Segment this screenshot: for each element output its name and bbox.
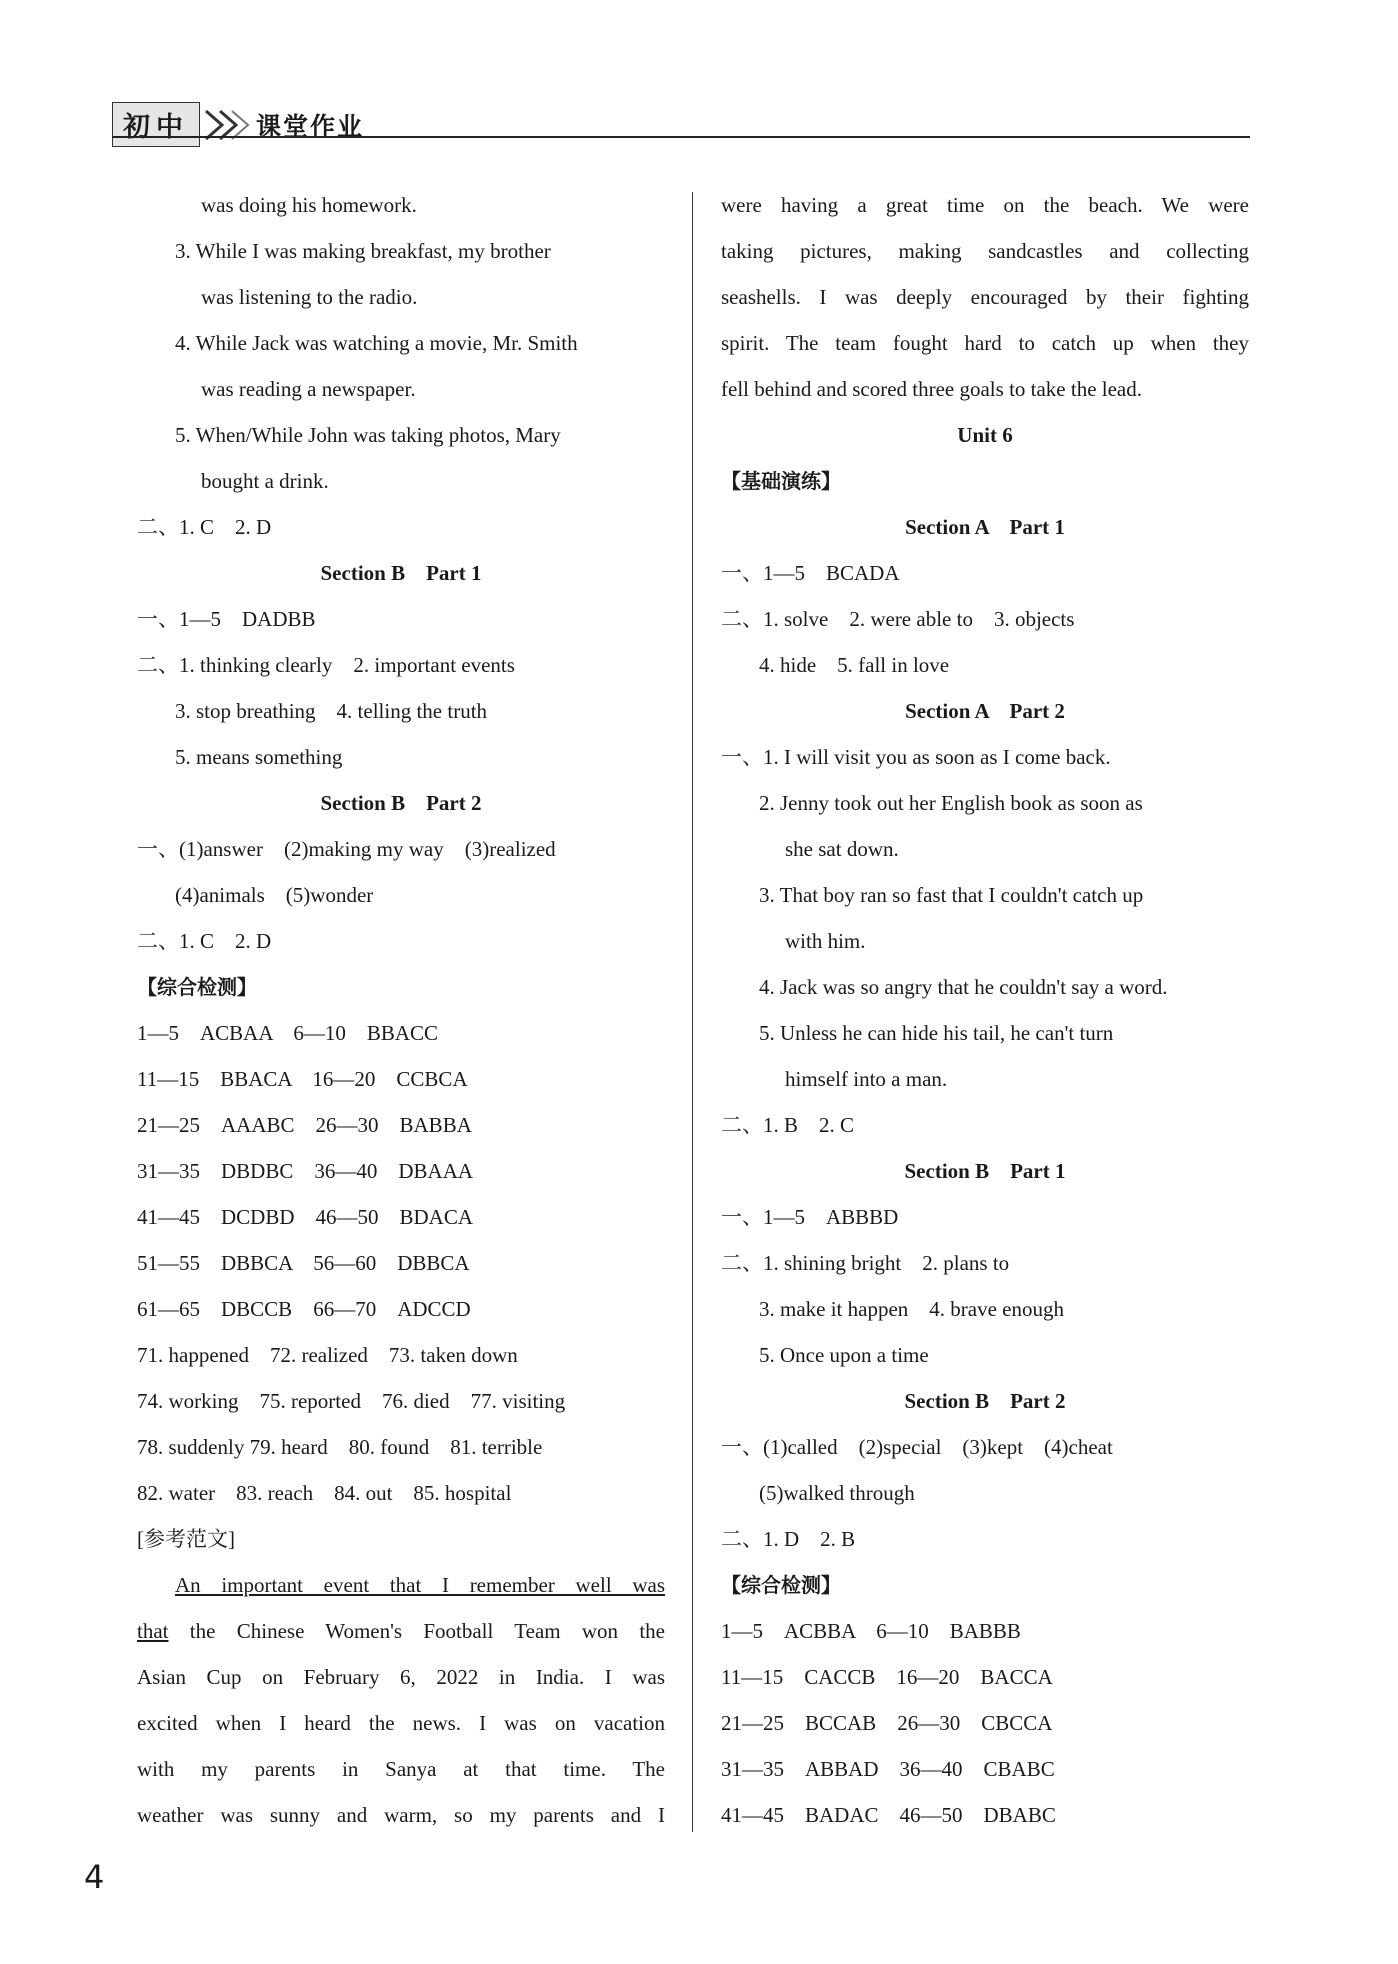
answer-line: 5. Unless he can hide his tail, he can't turn bbox=[759, 1021, 1114, 1045]
answer-line: 一、1—5 DADBB bbox=[137, 607, 316, 631]
answer-line: 5. means something bbox=[175, 745, 343, 769]
answer-line: 一、1—5 BCADA bbox=[721, 561, 900, 585]
essay-label: [参考范文] bbox=[137, 1527, 235, 1551]
answer-line: 一、(1)called (2)special (3)kept (4)cheat bbox=[721, 1435, 1113, 1459]
essay-line: excited when I heard the news. I was on vacation bbox=[137, 1711, 665, 1735]
answer-line: with him. bbox=[785, 929, 866, 953]
header-brand bbox=[112, 102, 364, 147]
answer-line: 21—25 BCCAB 26—30 CBCCA bbox=[721, 1711, 1053, 1735]
essay-line bbox=[137, 1608, 665, 1654]
answer-line: 一、1—5 ABBBD bbox=[721, 1205, 899, 1229]
answer-line: was reading a newspaper. bbox=[201, 377, 416, 401]
underlined-text: that bbox=[137, 1619, 169, 1643]
left-column bbox=[137, 182, 665, 1838]
answer-line: bought a drink. bbox=[201, 469, 329, 493]
essay-text: the Chinese Women's Football Team won the bbox=[168, 1619, 665, 1643]
header-rule bbox=[112, 136, 1250, 138]
essay-line: with my parents in Sanya at that time. The bbox=[137, 1757, 665, 1781]
section-heading: Section A Part 1 bbox=[905, 515, 1065, 539]
answer-line: himself into a man. bbox=[785, 1067, 948, 1091]
unit-heading: Unit 6 bbox=[957, 423, 1013, 447]
section-heading: Section B Part 2 bbox=[904, 1389, 1066, 1413]
essay-line: seashells. I was deeply encouraged by their fighting bbox=[721, 285, 1249, 309]
section-heading: Section B Part 2 bbox=[320, 791, 482, 815]
answer-line: 71. happened 72. realized 73. taken down bbox=[137, 1343, 518, 1367]
answer-line: 21—25 AAABC 26—30 BABBA bbox=[137, 1113, 472, 1137]
answer-line: 二、1. solve 2. were able to 3. objects bbox=[721, 607, 1075, 631]
essay-line: weather was sunny and warm, so my parents and I bbox=[137, 1803, 665, 1827]
essay-line: taking pictures, making sandcastles and collecting bbox=[721, 239, 1249, 263]
answer-line: 3. While I was making breakfast, my brother bbox=[175, 239, 551, 263]
answer-line: 51—55 DBBCA 56—60 DBBCA bbox=[137, 1251, 470, 1275]
section-heading: Section A Part 2 bbox=[905, 699, 1065, 723]
essay-line: fell behind and scored three goals to take the lead. bbox=[721, 377, 1143, 401]
answer-line: 4. hide 5. fall in love bbox=[759, 653, 950, 677]
essay-line: Asian Cup on February 6, 2022 in India. I was bbox=[137, 1665, 665, 1689]
answer-line: 3. That boy ran so fast that I couldn't catch up bbox=[759, 883, 1144, 907]
answer-line: 二、1. thinking clearly 2. important events bbox=[137, 653, 515, 677]
answer-line: 一、(1)answer (2)making my way (3)realized bbox=[137, 837, 556, 861]
answer-line: 74. working 75. reported 76. died 77. visiting bbox=[137, 1389, 566, 1413]
answer-line: 一、1. I will visit you as soon as I come back. bbox=[721, 745, 1111, 769]
page-header bbox=[112, 84, 1250, 143]
answer-line: (4)animals (5)wonder bbox=[175, 883, 374, 907]
answer-line: 3. stop breathing 4. telling the truth bbox=[175, 699, 488, 723]
answer-line: she sat down. bbox=[785, 837, 899, 861]
answer-line: 二、1. D 2. B bbox=[721, 1527, 856, 1551]
answer-line: 2. Jenny took out her English book as soon as bbox=[759, 791, 1143, 815]
page-number: 4 bbox=[84, 1858, 105, 1896]
answer-line: 31—35 ABBAD 36—40 CBABC bbox=[721, 1757, 1055, 1781]
answer-line: 5. Once upon a time bbox=[759, 1343, 929, 1367]
bracket-heading: 【基础演练】 bbox=[721, 469, 841, 493]
answer-line: was doing his homework. bbox=[201, 193, 417, 217]
answer-line: 31—35 DBDBC 36—40 DBAAA bbox=[137, 1159, 474, 1183]
answer-line: 二、1. shining bright 2. plans to bbox=[721, 1251, 1010, 1275]
answer-line: 3. make it happen 4. brave enough bbox=[759, 1297, 1064, 1321]
answer-line: 41—45 BADAC 46—50 DBABC bbox=[721, 1803, 1056, 1827]
essay-line bbox=[137, 1562, 665, 1608]
answer-line: 1—5 ACBAA 6—10 BBACC bbox=[137, 1021, 439, 1045]
essay-line: were having a great time on the beach. We were bbox=[721, 193, 1249, 217]
bracket-heading: 【综合检测】 bbox=[721, 1573, 841, 1597]
header-book-title: 课堂作业 bbox=[256, 111, 365, 141]
answer-line: 二、1. B 2. C bbox=[721, 1113, 855, 1137]
answer-line: (5)walked through bbox=[759, 1481, 915, 1505]
essay-line: spirit. The team fought hard to catch up when they bbox=[721, 331, 1249, 355]
answer-line: 41—45 DCDBD 46—50 BDACA bbox=[137, 1205, 474, 1229]
answer-line: 5. When/While John was taking photos, Mary bbox=[175, 423, 561, 447]
answer-line: 82. water 83. reach 84. out 85. hospital bbox=[137, 1481, 512, 1505]
answer-line: 78. suddenly 79. heard 80. found 81. terrible bbox=[137, 1435, 543, 1459]
answer-line: 11—15 BBACA 16—20 CCBCA bbox=[137, 1067, 468, 1091]
answer-line: 61—65 DBCCB 66—70 ADCCD bbox=[137, 1297, 471, 1321]
bracket-heading: 【综合检测】 bbox=[137, 975, 257, 999]
answer-line: was listening to the radio. bbox=[201, 285, 418, 309]
answer-line: 1—5 ACBBA 6—10 BABBB bbox=[721, 1619, 1021, 1643]
underlined-text: An important event that I remember well was bbox=[175, 1573, 665, 1597]
header-series: 初中 bbox=[112, 102, 200, 147]
answer-line: 二、1. C 2. D bbox=[137, 929, 272, 953]
section-heading: Section B Part 1 bbox=[320, 561, 482, 585]
section-heading: Section B Part 1 bbox=[904, 1159, 1066, 1183]
column-divider bbox=[692, 192, 693, 1832]
answer-line: 二、1. C 2. D bbox=[137, 515, 272, 539]
answer-line: 11—15 CACCB 16—20 BACCA bbox=[721, 1665, 1053, 1689]
right-column bbox=[721, 182, 1249, 1838]
answer-line: 4. Jack was so angry that he couldn't say a word. bbox=[759, 975, 1168, 999]
answer-line: 4. While Jack was watching a movie, Mr. Smith bbox=[175, 331, 578, 355]
